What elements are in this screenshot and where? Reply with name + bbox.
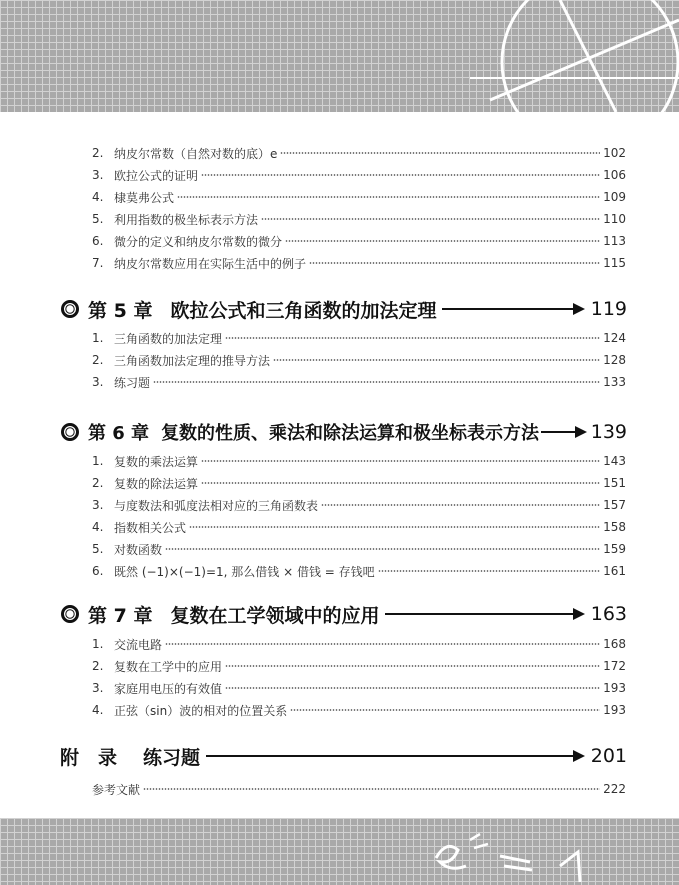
entry-title: 参考文献: [92, 782, 141, 797]
entry-page-number: 143: [603, 454, 626, 468]
entry-title: 指数相关公式: [114, 520, 187, 535]
entry-page-number: 124: [603, 331, 626, 345]
entry-page-number: 157: [603, 498, 626, 512]
toc-entry[interactable]: [92, 253, 626, 273]
toc-entry[interactable]: [92, 561, 626, 581]
dot-leader: [290, 709, 600, 711]
entry-page-number: 106: [603, 168, 626, 182]
entry-number: 2.: [92, 146, 104, 160]
entry-number: 5.: [92, 212, 104, 226]
toc-entry[interactable]: [92, 495, 626, 515]
entry-number: 6.: [92, 564, 104, 578]
dot-leader: [165, 548, 600, 550]
chapter-label: 第 5 章: [88, 299, 153, 322]
toc-entry[interactable]: [92, 656, 626, 676]
dot-leader: [225, 687, 600, 689]
entry-number: 3.: [92, 498, 104, 512]
dot-leader: [273, 359, 600, 361]
entry-number: 1.: [92, 331, 104, 345]
entry-page-number: 159: [603, 542, 626, 556]
entry-page-number: 222: [603, 782, 626, 796]
entry-number: 4.: [92, 190, 104, 204]
appendix-page-number: 201: [590, 745, 627, 767]
chapter-title: 复数在工学领域中的应用: [170, 604, 380, 627]
entry-title: 正弦（sin）波的相对的位置关系: [114, 703, 288, 718]
chapter-page-number: 139: [590, 421, 627, 443]
dot-leader: [321, 504, 600, 506]
entry-title: 三角函数加法定理的推导方法: [114, 353, 271, 368]
entry-title: 复数在工学中的应用: [114, 659, 223, 674]
toc-entry[interactable]: [92, 634, 626, 654]
entry-number: 3.: [92, 681, 104, 695]
entry-page-number: 115: [603, 256, 626, 270]
unit-circle-decoration: [0, 0, 679, 112]
chapter-label: 第 6 章: [88, 423, 150, 444]
entry-title: 交流电路: [114, 637, 163, 652]
dot-leader: [225, 337, 600, 339]
entry-page-number: 109: [603, 190, 626, 204]
entry-title: 纳皮尔常数应用在实际生活中的例子: [114, 256, 307, 271]
appendix-heading[interactable]: [60, 741, 627, 771]
entry-page-number: 161: [603, 564, 626, 578]
chapter-ring-icon: [60, 604, 80, 624]
toc-entry[interactable]: [92, 473, 626, 493]
entry-page-number: 193: [603, 681, 626, 695]
dot-leader: [153, 381, 600, 383]
chapter-label: 第 7 章: [88, 604, 153, 627]
entry-title: 纳皮尔常数（自然对数的底）e: [114, 146, 278, 161]
toc-entry[interactable]: [92, 517, 626, 537]
appendix-label: 附 录: [60, 746, 118, 769]
dot-leader: [378, 570, 600, 572]
toc-entry[interactable]: [92, 165, 626, 185]
dot-leader: [177, 196, 600, 198]
toc-entry[interactable]: [92, 678, 626, 698]
entry-number: 1.: [92, 637, 104, 651]
toc-entry[interactable]: [92, 187, 626, 207]
chapter-arrow: [442, 308, 582, 310]
entry-page-number: 172: [603, 659, 626, 673]
entry-title: 微分的定义和纳皮尔常数的微分: [114, 234, 283, 249]
references-entry[interactable]: [92, 779, 626, 799]
entry-title: 与度数法和弧度法相对应的三角函数表: [114, 498, 319, 513]
entry-number: 3.: [92, 168, 104, 182]
toc-entry[interactable]: [92, 143, 626, 163]
chapter-6-heading[interactable]: [60, 417, 627, 447]
dot-leader: [285, 240, 600, 242]
dot-leader: [143, 788, 600, 790]
toc-entry[interactable]: [92, 328, 626, 348]
entry-page-number: 110: [603, 212, 626, 226]
dot-leader: [189, 526, 600, 528]
dot-leader: [201, 482, 600, 484]
entry-number: 1.: [92, 454, 104, 468]
entry-page-number: 102: [603, 146, 626, 160]
toc-entry[interactable]: [92, 539, 626, 559]
entry-title: 复数的除法运算: [114, 476, 199, 491]
entry-number: 6.: [92, 234, 104, 248]
chapter-title: 复数的性质、乘法和除法运算和极坐标表示方法: [161, 423, 540, 444]
entry-title: 练习题: [114, 375, 151, 390]
appendix-arrow: [206, 755, 583, 757]
toc-entry[interactable]: [92, 209, 626, 229]
entry-page-number: 151: [603, 476, 626, 490]
entry-number: 2.: [92, 476, 104, 490]
entry-title: 棣莫弗公式: [114, 190, 175, 205]
dot-leader: [309, 262, 600, 264]
chapter-arrow: [541, 431, 585, 433]
dot-leader: [280, 152, 600, 154]
dot-leader: [201, 174, 600, 176]
toc-entry[interactable]: [92, 231, 626, 251]
header-graph-paper-band: [0, 0, 679, 112]
toc-entry[interactable]: [92, 372, 626, 392]
toc-entry[interactable]: [92, 700, 626, 720]
entry-title: 利用指数的极坐标表示方法: [114, 212, 259, 227]
entry-number: 4.: [92, 703, 104, 717]
entry-number: 3.: [92, 375, 104, 389]
chapter-ring-icon: [60, 299, 80, 319]
chapter-5-heading[interactable]: [60, 294, 627, 324]
entry-page-number: 158: [603, 520, 626, 534]
dot-leader: [225, 665, 600, 667]
entry-number: 5.: [92, 542, 104, 556]
dot-leader: [165, 643, 600, 645]
toc-entry[interactable]: [92, 451, 626, 471]
entry-page-number: 128: [603, 353, 626, 367]
entry-title: 复数的乘法运算: [114, 454, 199, 469]
entry-number: 4.: [92, 520, 104, 534]
entry-title: 三角函数的加法定理: [114, 331, 223, 346]
appendix-title: 练习题: [143, 746, 201, 769]
entry-title: 欧拉公式的证明: [114, 168, 199, 183]
dot-leader: [201, 460, 600, 462]
toc-entry[interactable]: [92, 350, 626, 370]
chapter-title: 欧拉公式和三角函数的加法定理: [170, 299, 437, 322]
entry-title: 既然 (−1)×(−1)=1, 那么借钱 × 借钱 = 存钱吧: [114, 564, 375, 579]
chapter-7-heading[interactable]: [60, 599, 627, 629]
chapter-page-number: 119: [590, 298, 627, 320]
entry-page-number: 193: [603, 703, 626, 717]
chalk-formula-decoration: [0, 818, 679, 885]
footer-graph-paper-band: [0, 818, 679, 885]
entry-page-number: 168: [603, 637, 626, 651]
entry-number: 7.: [92, 256, 104, 270]
entry-page-number: 133: [603, 375, 626, 389]
chapter-page-number: 163: [590, 603, 627, 625]
chapter-ring-icon: [60, 422, 80, 442]
entry-number: 2.: [92, 353, 104, 367]
entry-number: 2.: [92, 659, 104, 673]
entry-title: 家庭用电压的有效值: [114, 681, 223, 696]
chapter-arrow: [385, 613, 582, 615]
dot-leader: [261, 218, 600, 220]
entry-title: 对数函数: [114, 542, 163, 557]
entry-page-number: 113: [603, 234, 626, 248]
